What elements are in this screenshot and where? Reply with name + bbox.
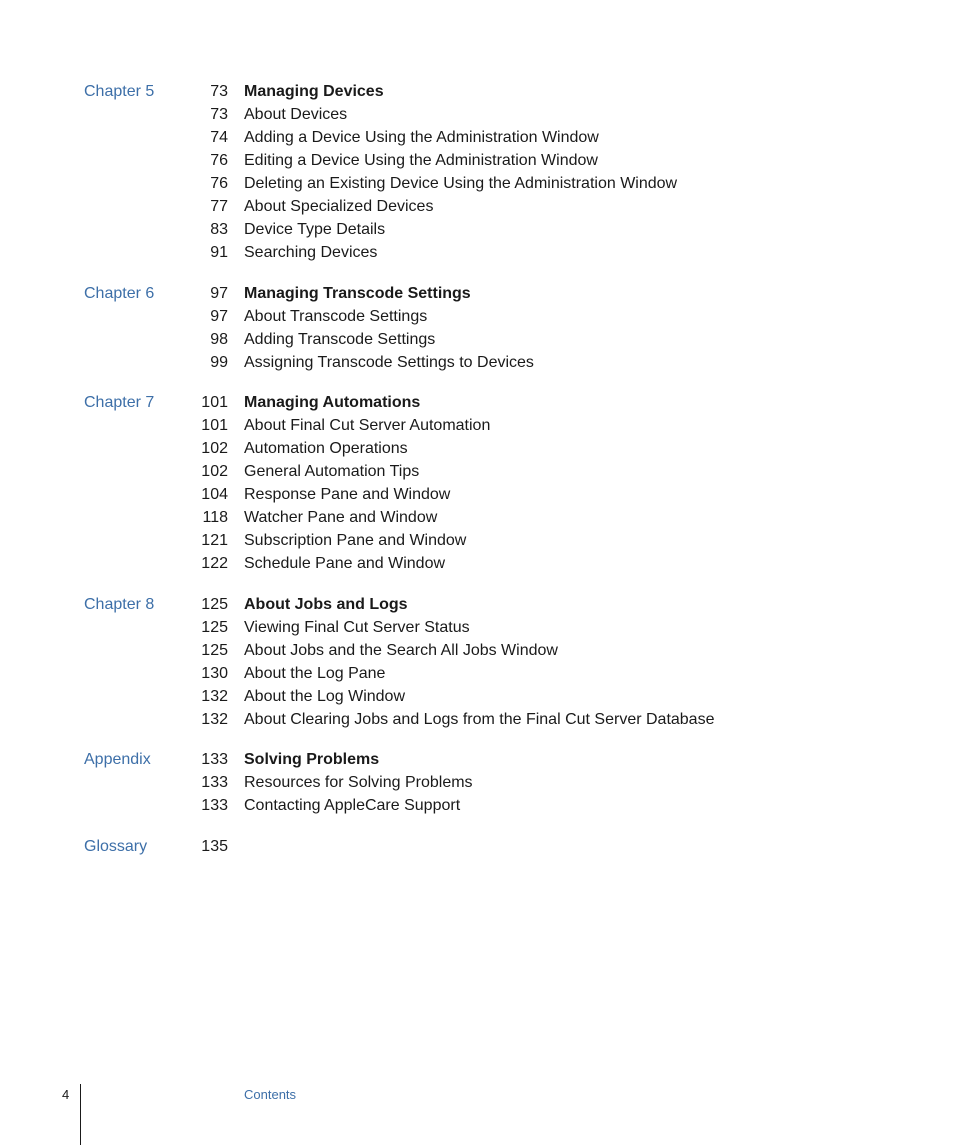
page-number: 77: [210, 198, 228, 215]
section-title: Contacting AppleCare Support: [244, 797, 461, 814]
page-number: 125: [201, 641, 228, 659]
toc-entry-row[interactable]: [0, 662, 954, 685]
page-number: 122: [201, 555, 228, 572]
toc-entry-row[interactable]: [0, 172, 954, 195]
section-title: About the Log Pane: [244, 664, 386, 682]
toc-section: [0, 835, 954, 858]
section-title: General Automation Tips: [244, 463, 420, 480]
toc-section: [0, 748, 954, 817]
toc-section: [0, 80, 954, 264]
section-title: About Final Cut Server Automation: [244, 417, 491, 434]
page-number: 101: [201, 417, 228, 434]
chapter-title: Managing Automations: [244, 394, 421, 411]
section-title: Subscription Pane and Window: [244, 532, 467, 549]
toc-entry-row[interactable]: [0, 771, 954, 794]
toc-entry-row[interactable]: [0, 241, 954, 264]
page-number: 73: [210, 106, 228, 123]
section-title: Adding a Device Using the Administration Window: [244, 129, 599, 146]
toc-entry-row[interactable]: [0, 529, 954, 552]
toc-entry-row[interactable]: [0, 685, 954, 708]
chapter-label[interactable]: Chapter 8: [84, 595, 155, 613]
page-number: 104: [201, 486, 228, 503]
page-number: 74: [210, 129, 228, 146]
section-title: Searching Devices: [244, 244, 378, 261]
toc-entry-row[interactable]: [0, 195, 954, 218]
section-title: Watcher Pane and Window: [244, 509, 438, 526]
footer-divider: [80, 1084, 81, 1145]
toc-entry-row[interactable]: [0, 708, 954, 731]
toc-entry-row[interactable]: [0, 552, 954, 575]
section-title: About Devices: [244, 106, 348, 123]
section-title: Response Pane and Window: [244, 486, 451, 503]
toc-entry-row[interactable]: [0, 328, 954, 351]
toc-chapter-row[interactable]: [0, 835, 954, 858]
page-number: 73: [210, 83, 228, 100]
chapter-title: Managing Devices: [244, 83, 384, 100]
page-number: 91: [210, 244, 228, 261]
toc-entry-row[interactable]: [0, 437, 954, 460]
toc-entry-row[interactable]: [0, 149, 954, 172]
section-title: About Transcode Settings: [244, 307, 428, 325]
page-number: 76: [210, 152, 228, 169]
chapter-title: Managing Transcode Settings: [244, 284, 471, 302]
page-number: 125: [201, 595, 228, 613]
page-number: 130: [201, 664, 228, 682]
section-title: Device Type Details: [244, 221, 386, 238]
toc-entry-row[interactable]: [0, 218, 954, 241]
section-title: Adding Transcode Settings: [244, 330, 436, 348]
page-number: 135: [201, 837, 228, 855]
page-number: 133: [201, 751, 228, 768]
toc-entry-row[interactable]: [0, 460, 954, 483]
chapter-label[interactable]: Chapter 7: [84, 394, 155, 411]
section-title: Schedule Pane and Window: [244, 555, 446, 572]
section-title: Automation Operations: [244, 440, 408, 457]
toc-entry-row[interactable]: [0, 794, 954, 817]
table-of-contents: [0, 80, 954, 875]
chapter-label[interactable]: Chapter 5: [84, 83, 155, 100]
toc-entry-row[interactable]: [0, 616, 954, 639]
section-title: About Jobs and the Search All Jobs Window: [244, 641, 558, 659]
chapter-title: About Jobs and Logs: [244, 595, 408, 613]
toc-entry-row[interactable]: [0, 414, 954, 437]
toc-chapter-row[interactable]: [0, 748, 954, 771]
page-number: 97: [210, 284, 228, 302]
chapter-label[interactable]: Appendix: [84, 751, 151, 768]
section-title: About Clearing Jobs and Logs from the Final Cut Server Database: [244, 710, 715, 728]
page-number: 83: [210, 221, 228, 238]
toc-chapter-row[interactable]: [0, 282, 954, 305]
page-number: 102: [201, 463, 228, 480]
section-title: Viewing Final Cut Server Status: [244, 618, 470, 636]
toc-chapter-row[interactable]: [0, 391, 954, 414]
page-number: 121: [201, 532, 228, 549]
toc-entry-row[interactable]: [0, 639, 954, 662]
footer-section-title: Contents: [244, 1087, 297, 1102]
toc-entry-row[interactable]: [0, 351, 954, 374]
toc-entry-row[interactable]: [0, 126, 954, 149]
page-number: 132: [201, 710, 228, 728]
toc-section: [0, 593, 954, 731]
section-title: About the Log Window: [244, 687, 405, 705]
toc-entry-row[interactable]: [0, 483, 954, 506]
page-number: 132: [201, 687, 228, 705]
chapter-label[interactable]: Chapter 6: [84, 284, 155, 302]
page-number: 125: [201, 618, 228, 636]
toc-entry-row[interactable]: [0, 305, 954, 328]
page-number: 102: [201, 440, 228, 457]
page-number: 133: [201, 774, 228, 791]
section-title: About Specialized Devices: [244, 198, 434, 215]
page-number: 76: [210, 175, 228, 192]
chapter-title: Solving Problems: [244, 751, 380, 768]
section-title: Editing a Device Using the Administration Window: [244, 152, 598, 169]
footer-page-number: 4: [62, 1087, 70, 1102]
section-title: Deleting an Existing Device Using the Administration Window: [244, 175, 678, 192]
page-number: 99: [210, 353, 228, 371]
toc-entry-row[interactable]: [0, 103, 954, 126]
toc-section: [0, 282, 954, 374]
toc-entry-row[interactable]: [0, 506, 954, 529]
page-number: 97: [210, 307, 228, 325]
toc-chapter-row[interactable]: [0, 80, 954, 103]
page-number: 101: [201, 394, 228, 411]
section-title: Resources for Solving Problems: [244, 774, 473, 791]
page-number: 133: [201, 797, 228, 814]
toc-chapter-row[interactable]: [0, 593, 954, 616]
section-title: Assigning Transcode Settings to Devices: [244, 353, 534, 371]
page-number: 118: [202, 509, 228, 526]
toc-section: [0, 391, 954, 575]
chapter-label[interactable]: Glossary: [84, 837, 148, 855]
page-number: 98: [210, 330, 228, 348]
